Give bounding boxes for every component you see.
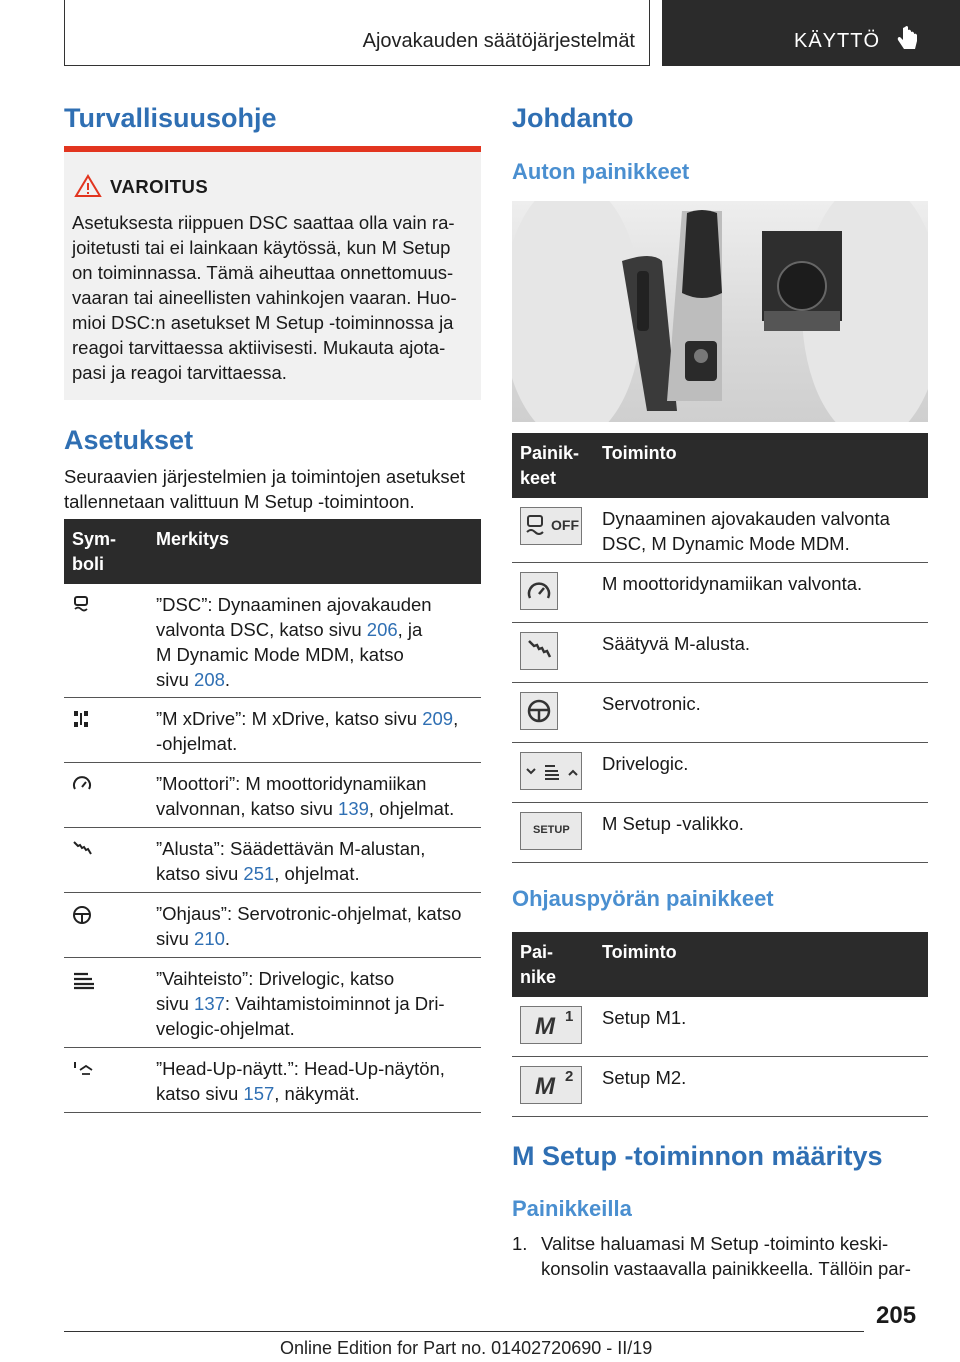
car-buttons-table bbox=[512, 433, 928, 863]
step-text: Valitse haluamasi M Setup -toiminto keski- konsolin vastaavalla painikkeella. Tällöin par- bbox=[541, 1233, 911, 1279]
table-row: Servotronic. bbox=[512, 683, 928, 743]
table-row: Säätyvä M-alusta. bbox=[512, 623, 928, 683]
suspension-icon bbox=[72, 840, 92, 858]
engine-icon bbox=[72, 775, 92, 793]
warning-box bbox=[64, 146, 481, 400]
chapter-tab bbox=[662, 0, 960, 66]
pointing-hand-icon bbox=[895, 26, 921, 54]
table-row: ”Head-Up-näytt.”: Head-Up-näytön, katso sivu 157, näkymät. bbox=[64, 1048, 481, 1113]
with-buttons-heading: Painikkeilla bbox=[512, 1196, 632, 1221]
gearbox-icon bbox=[72, 970, 96, 990]
table-header: Painik- keet Toiminto bbox=[512, 433, 928, 498]
steering-button-icon bbox=[520, 692, 558, 730]
settings-heading: Asetukset bbox=[64, 425, 194, 455]
page-ref-link[interactable]: 210 bbox=[194, 928, 225, 949]
xdrive-icon bbox=[72, 709, 90, 729]
table-row: ”Alusta”: Säädettävän M-alustan, katso sivu 251, ohjelmat. bbox=[64, 828, 481, 893]
table-row: ”Vaihteisto”: Drivelogic, katso sivu 137: Vaihtamistoiminnot ja Dri- velogic-ohjelmat. bbox=[64, 958, 481, 1048]
warning-triangle-icon bbox=[74, 174, 102, 198]
table-row: ”M xDrive”: M xDrive, katso sivu 209, -ohjelmat. bbox=[64, 698, 481, 763]
steering-buttons-heading: Ohjauspyörän painikkeet bbox=[512, 886, 774, 911]
steering-icon bbox=[72, 905, 92, 925]
page-ref-link[interactable]: 209 bbox=[422, 708, 454, 729]
m1-button-icon: M 1 bbox=[520, 1006, 582, 1044]
page-ref-link[interactable]: 251 bbox=[243, 863, 275, 884]
warning-label: VAROITUS bbox=[110, 176, 209, 197]
center-console-photo bbox=[512, 201, 928, 422]
step-number: 1. bbox=[512, 1233, 528, 1254]
intro-heading: Johdanto bbox=[512, 103, 634, 133]
steering-buttons-table bbox=[512, 932, 928, 1117]
car-buttons-heading: Auton painikkeet bbox=[512, 159, 690, 184]
table-row: M 2 Setup M2. bbox=[512, 1057, 928, 1117]
section-title: Ajovakauden säätöjärjestelmät bbox=[362, 30, 635, 52]
page-header bbox=[0, 0, 960, 66]
engine-button-icon bbox=[520, 572, 558, 610]
page-ref-link[interactable]: 139 bbox=[338, 798, 369, 819]
table-row: ”Moottori”: M moottoridynamiikan valvonnan, katso sivu 139, ohjelmat. bbox=[64, 763, 481, 828]
table-row: SETUP M Setup -valikko. bbox=[512, 803, 928, 863]
m2-button-icon: M 2 bbox=[520, 1066, 582, 1104]
table-header: Sym- boli Merkitys bbox=[64, 519, 481, 584]
table-row: M 1 Setup M1. bbox=[512, 997, 928, 1057]
footer-text: Online Edition for Part no. 01402720690 - II/19 bbox=[280, 1338, 653, 1358]
table-row: ”Ohjaus”: Servotronic-ohjelmat, katso sivu 210. bbox=[64, 893, 481, 958]
table-row: ”DSC”: Dynaaminen ajovakauden valvonta DSC, katso sivu 206, ja M Dynamic Mode MDM, katso sivu 208. bbox=[64, 584, 481, 698]
table-row: M moottoridynamiikan valvonta. bbox=[512, 563, 928, 623]
page-number: 205 bbox=[876, 1302, 917, 1329]
table-row: Drivelogic. bbox=[512, 743, 928, 803]
page-ref-link[interactable]: 137 bbox=[194, 993, 225, 1014]
page-ref-link[interactable]: 206 bbox=[366, 619, 398, 640]
settings-intro: Seuraavien järjestelmien ja toimintojen asetukset tallennetaan valittuun M Setup -toimintoon. bbox=[64, 466, 466, 512]
headup-icon bbox=[72, 1060, 96, 1078]
setup-definition-heading: M Setup -toiminnon määritys bbox=[512, 1141, 883, 1171]
safety-heading: Turvallisuusohje bbox=[64, 103, 277, 133]
settings-table bbox=[64, 519, 481, 1113]
table-header: Pai- nike Toiminto bbox=[512, 932, 928, 997]
setup-button-icon: SETUP bbox=[520, 812, 582, 850]
dsc-icon bbox=[72, 595, 90, 613]
footer-divider bbox=[64, 1331, 864, 1332]
dsc-off-button-icon: OFF bbox=[520, 507, 582, 545]
page-ref-link[interactable]: 157 bbox=[243, 1083, 275, 1104]
drivelogic-button-icon bbox=[520, 752, 582, 790]
table-row: OFF Dynaaminen ajovakauden valvonta DSC, M Dynamic Mode MDM. bbox=[512, 498, 928, 563]
section-tab bbox=[64, 0, 650, 66]
warning-text: Asetuksesta riippuen DSC saattaa olla vain ra- joitetusti tai ei lainkaan käytössä, kun M Setup on toiminnassa. Tämä aiheuttaa onnettomuus- vaaran tai aineellisten vahinkojen vaaran. Huo- mioi DSC:n asetukset M Setup -toiminnossa ja reagoi tarvittaessa aktiivisesti. Mukauta ajota- pasi ja reagoi tarvittaessa. bbox=[72, 212, 457, 383]
page-ref-link[interactable]: 208 bbox=[194, 669, 225, 690]
suspension-button-icon bbox=[520, 632, 558, 670]
chapter-title: KÄYTTÖ bbox=[794, 30, 881, 52]
